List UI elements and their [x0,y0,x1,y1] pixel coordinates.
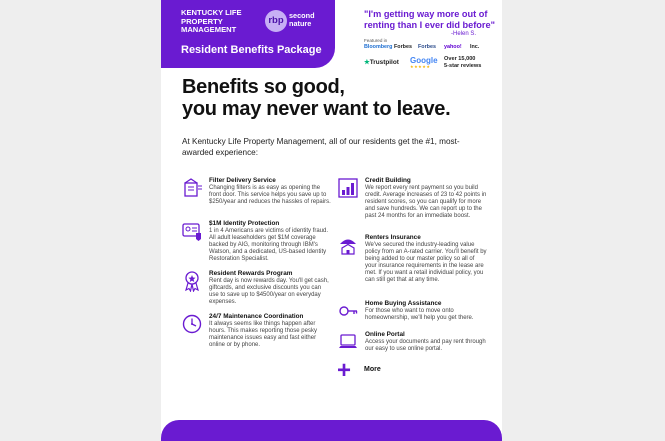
company-name: KENTUCKY LIFE PROPERTY MANAGEMENT [181,8,242,35]
press-logo: yahoo! [444,44,462,50]
plus-icon: + [337,357,352,384]
testimonial-author: -Helen S. [451,31,477,37]
benefit-title: Home Buying Assistance [365,300,442,307]
clock-icon [181,313,203,335]
key-icon [337,300,359,322]
benefit-title: Online Portal [365,331,405,338]
filter-delivery-icon [181,177,203,199]
headline-line1: Benefits so good, [182,76,345,98]
rbp-logo: rbp [265,10,287,32]
benefit-description: 1 in 4 Americans are victims of identity fraud. All adult leaseholders get $1M coverage backed by AIG, monitoring through IBM's Watson, and a dedicated, US-based Identity Restoration Specialist. [209,228,329,262]
benefit-title: Filter Delivery Service [209,177,276,184]
brand-panel [161,0,335,68]
house-umbrella-icon [337,234,359,256]
benefit-description: For those who want to move onto homeownership, we'll help you get there. [365,308,474,321]
benefit-title: 24/7 Maintenance Coordination [209,313,304,320]
headline-line2: you may never want to leave. [182,98,451,120]
press-logo: Forbes [418,44,436,50]
trustpilot-logo: ★Trustpilot [364,59,399,66]
footer-band [161,420,502,441]
press-logo: Bloomberg [364,44,393,50]
more-label: More [364,366,381,373]
benefit-description: It always seems like things happen after hours. This makes reporting those pesky maintenance issues easy and fast either online or by phone. [209,321,317,348]
press-logos [364,44,498,52]
credit-chart-icon [337,177,359,199]
benefit-title: $1M Identity Protection [209,220,280,227]
review-count: Over 15,000 [444,56,476,62]
review-summary [444,56,481,69]
laptop-icon [337,331,359,353]
flyer-page [161,0,502,441]
rewards-ribbon-icon [181,270,203,292]
benefit-description: Rent day is now rewards day. You'll get cash, giftcards, and exclusive discounts you can use to save up to $4500/year on everyday expenses. [209,278,329,305]
intro-text: At Kentucky Life Property Management, all of our residents get the #1, most-awarded experience: [182,137,460,157]
benefit-description: We report every rent payment so you build credit. Average increases of 23 to 42 points in resident scores, so you can qualify for more and save hundreds. We can report up to the past 24 months for an immediate boost. [365,185,487,219]
identity-card-icon [181,220,203,242]
trustpilot-star-icon: ★ [364,59,370,66]
benefit-title: Credit Building [365,177,411,184]
package-title: Resident Benefits Package [181,44,322,56]
second-nature-logo: second nature [289,11,315,28]
benefit-description: Access your documents and pay rent through our easy to use online portal. [365,339,486,352]
featured-label: Featured in [364,38,388,43]
press-logo: Forbes [394,44,412,50]
testimonial-quote: "I'm getting way more out of renting than I ever did before" [364,9,495,30]
ratings [364,55,498,69]
google-stars-icon: ★★★★★ [410,64,431,69]
benefit-title: Renters Insurance [365,234,421,241]
benefit-description: We've secured the industry-leading value policy from an A-rated carrier. You'll benefit by being added to our master policy so all of your insurance requirements in the lease are met. If you want a retail individual policy, you can still get that at any time. [365,242,487,283]
benefit-description: Changing filters is as easy as opening the front door. This service helps you save up to $250/year and reduces the hassles of repairs. [209,185,331,205]
header [161,0,502,68]
review-label: 5-star reviews [444,62,482,69]
headline [182,76,450,120]
google-logo: Google [410,56,438,65]
benefit-title: Resident Rewards Program [209,270,293,277]
press-logo: Inc. [470,44,480,50]
